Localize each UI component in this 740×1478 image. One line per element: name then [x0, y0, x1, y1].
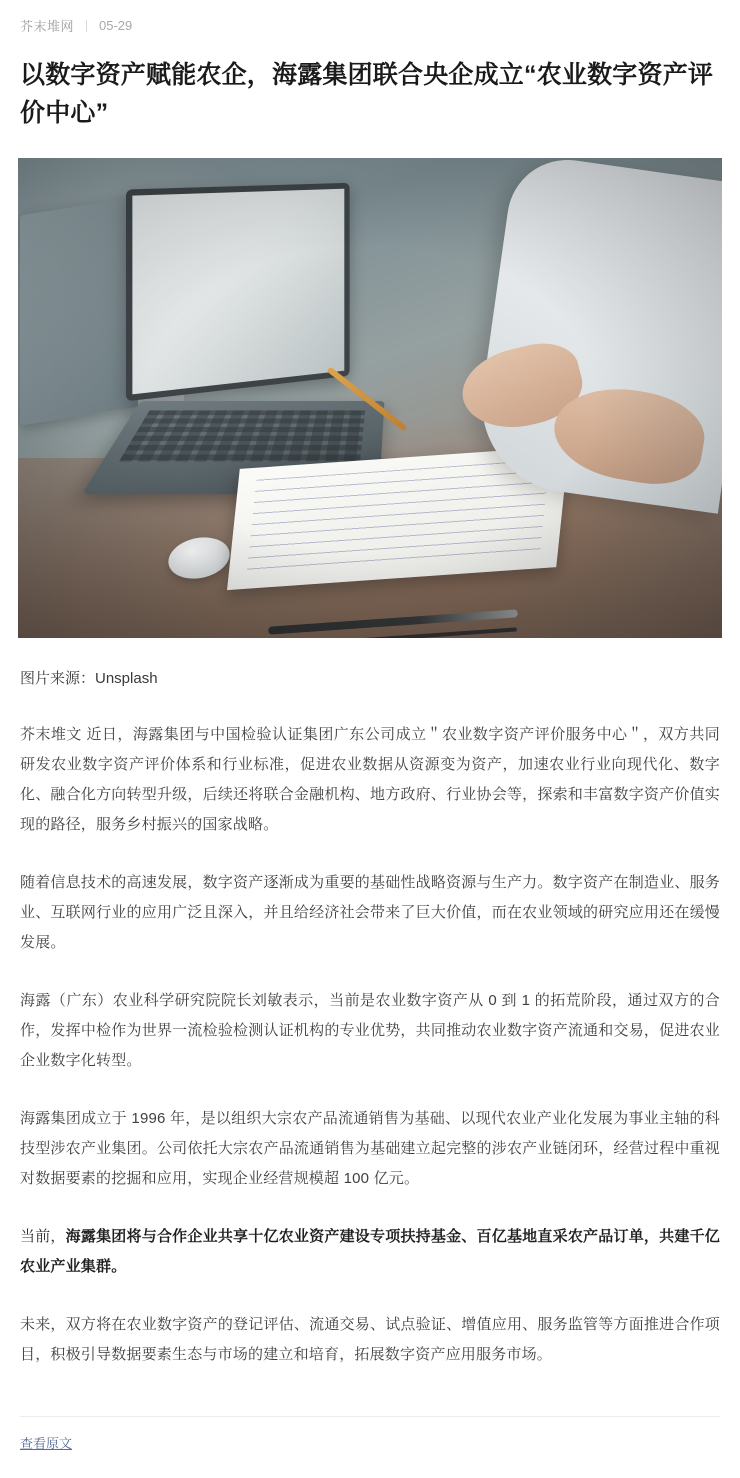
paragraph	[20, 720, 720, 840]
footer-divider	[20, 1416, 720, 1417]
publish-date: 05-29	[99, 18, 133, 33]
paragraph-bold-text: 海露集团将与合作企业共享十亿农业资产建设专项扶持基金、百亿基地直采农产品订单，共建千亿农业产业集群。	[20, 1227, 720, 1275]
paragraph: 海露（广东）农业科学研究院院长刘敏表示，当前是农业数字资产从 0 到 1 的拓荒阶段，通过双方的合作，发挥中检作为世界一流检验检测认证机构的专业优势，共同推动农业数字资产流通和交易，促进农业企业数字化转型。	[20, 991, 720, 1069]
view-original-link[interactable]: 查看原文	[20, 1435, 73, 1451]
hero-image	[18, 158, 722, 638]
image-caption: 图片来源：Unsplash	[20, 670, 158, 687]
paragraph: 海露集团成立于 1996 年，是以组织大宗农产品流通销售为基础、以现代农业产业化发展为事业主轴的科技型涉农产业集团。公司依托大宗农产品流通销售为基础建立起完整的涉农产业链闭环，经营过程中重视对数据要素的挖掘和应用，实现企业经营规模超 100 亿元。	[20, 1109, 720, 1187]
paragraph: 随着信息技术的高速发展，数字资产逐渐成为重要的基础性战略资源与生产力。数字资产在制造业、服务业、互联网行业的应用广泛且深入，并且给经济社会带来了巨大价值，而在农业领域的研究应用还在缓慢发展。	[20, 873, 720, 951]
paragraph-prefix: 当前，	[20, 1227, 66, 1245]
image-vignette	[18, 158, 722, 638]
hero-image-backdrop	[18, 158, 722, 638]
paragraph: 未来，双方将在农业数字资产的登记评估、流通交易、试点验证、增值应用、服务监管等方面推进合作项目，积极引导数据要素生态与市场的建立和培育，拓展数字资产应用服务市场。	[20, 1315, 720, 1363]
paragraph-text: 近日，海露集团与中国检验认证集团广东公司成立＂农业数字资产评价服务中心＂，双方共同研发农业数字资产评价体系和行业标准，促进农业数据从资源变为资产，加速农业行业向现代化、数字化、融合化方向转型升级，后续还将联合金融机构、地方政府、行业协会等，探索和丰富数字资产价值实现的路径，服务乡村振兴的国家战略。	[20, 725, 720, 833]
meta-divider	[86, 20, 87, 32]
article-meta-bar	[0, 0, 740, 45]
paragraph-highlight	[20, 1222, 720, 1282]
article-body	[20, 720, 720, 1417]
byline-lead: 芥末堆文	[20, 725, 82, 743]
page-title: 以数字资产赋能农企，海露集团联合央企成立“农业数字资产评价中心”	[20, 61, 714, 127]
source-name[interactable]: 芥末堆网	[20, 19, 75, 34]
